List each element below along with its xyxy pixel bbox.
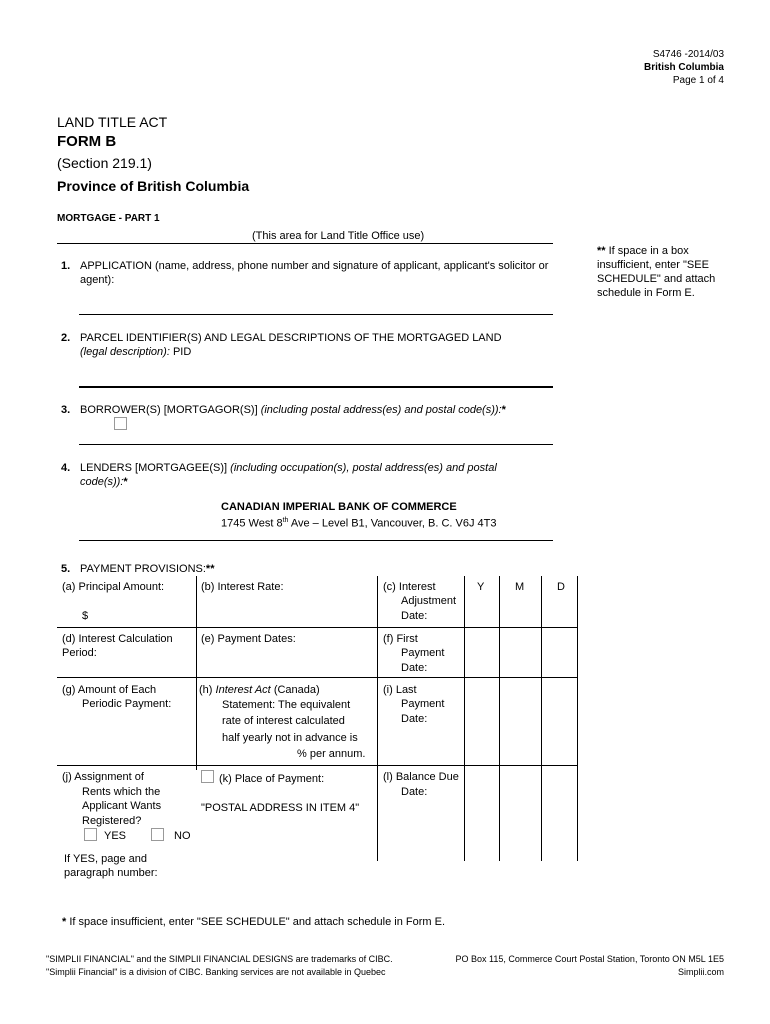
province-title: Province of British Columbia	[57, 178, 250, 194]
item-3-checkbox[interactable]	[114, 417, 127, 430]
no-checkbox[interactable]	[151, 828, 164, 841]
last-payment-label-2: Payment	[401, 698, 445, 710]
lender-address-sup: th	[282, 517, 289, 524]
grid-vline-4	[499, 576, 500, 861]
grid-vline-1	[196, 576, 197, 770]
interest-calc-period-label-2: Period:	[62, 647, 97, 659]
page-paragraph-label-1: If YES, page and	[64, 853, 147, 865]
periodic-payment-label-1: (g) Amount of Each	[62, 684, 157, 696]
item-1-number: 1.	[61, 260, 71, 272]
item-2-label: PARCEL IDENTIFIER(S) AND LEGAL DESCRIPTIONS OF THE MORTGAGED LAND	[80, 332, 502, 344]
month-label: M	[515, 581, 525, 593]
last-payment-label-3: Date:	[401, 713, 428, 725]
balance-due-label-1: (l) Balance Due	[383, 771, 459, 783]
section-title: (Section 219.1)	[57, 155, 152, 171]
item-3-star: *	[501, 404, 506, 416]
interest-rate-label: (b) Interest Rate:	[201, 581, 284, 593]
assignment-rents-label-4: Registered?	[82, 815, 142, 827]
interest-calc-period-label-1: (d) Interest Calculation	[62, 633, 173, 645]
first-payment-label-2: Payment	[401, 647, 445, 659]
item-2-input-line[interactable]	[79, 386, 553, 388]
no-label: NO	[174, 830, 191, 842]
interest-act-pre: (h)	[199, 684, 213, 696]
footnote	[62, 915, 445, 929]
balance-due-label-2: Date:	[401, 786, 428, 798]
periodic-payment-label-2: Periodic Payment:	[82, 698, 172, 710]
item-4-input-line[interactable]	[79, 540, 553, 541]
assignment-rents-label-3: Applicant Wants	[82, 800, 162, 812]
interest-act-line-2: Statement: The equivalent	[222, 699, 351, 711]
footer-division: "Simplii Financial" is a division of CIBC. Banking services are not available in Quebec	[46, 967, 386, 977]
interest-act-post: (Canada)	[273, 684, 320, 696]
last-payment-label-1: (i) Last	[383, 684, 417, 696]
first-payment-label-3: Date:	[401, 662, 428, 674]
item-2-sub	[80, 345, 191, 359]
principal-amount-label: (a) Principal Amount:	[62, 581, 165, 593]
assignment-rents-label-1: (j) Assignment of	[62, 771, 144, 783]
grid-hline-1	[57, 627, 577, 628]
lender-name: CANADIAN IMPERIAL BANK OF COMMERCE	[221, 501, 457, 513]
page-number: Page 1 of 4	[672, 75, 724, 86]
grid-hline-3	[57, 765, 577, 766]
footer-address: PO Box 115, Commerce Court Postal Station, Toronto ON M5L 1E5	[455, 954, 724, 964]
item-4-number: 4.	[61, 462, 71, 474]
office-use-line	[57, 243, 553, 244]
form-title: FORM B	[57, 133, 117, 150]
side-note-stars: **	[597, 245, 606, 257]
item-4-label	[80, 461, 550, 475]
footer-trademark: "SIMPLII FINANCIAL" and the SIMPLII FINANCIAL DESIGNS are trademarks of CIBC.	[46, 954, 393, 964]
item-5-label	[80, 562, 214, 576]
lender-address-pre: 1745 West 8	[221, 517, 283, 530]
item-4-label-line2	[80, 475, 128, 489]
footnote-text: If space insufficient, enter "SEE SCHEDULE" and attach schedule in Form E.	[69, 916, 446, 928]
footer-website[interactable]: Simplii.com	[677, 967, 724, 977]
assignment-rents-label-2: Rents which the	[82, 786, 161, 798]
grid-hline-2	[57, 677, 577, 678]
item-2-sub-italic: (legal description):	[80, 346, 170, 358]
form-code: S4746 -2014/03	[652, 49, 724, 60]
day-label: D	[557, 581, 565, 593]
yes-checkbox[interactable]	[84, 828, 97, 841]
place-of-payment-label: (k) Place of Payment:	[219, 773, 325, 785]
item-5-stars: **	[205, 563, 215, 575]
place-of-payment-checkbox[interactable]	[201, 770, 214, 783]
lender-address	[221, 514, 497, 531]
interest-act-line-3: rate of interest calculated	[222, 715, 345, 727]
interest-act-line-5: % per annum.	[297, 748, 366, 760]
yes-label: YES	[104, 830, 127, 842]
side-note-text: If space in a box insufficient, enter "SEE SCHEDULE" and attach schedule in Form E.	[597, 245, 716, 299]
item-2-pid: PID	[172, 346, 192, 358]
interest-adjustment-label-2: Adjustment	[401, 595, 457, 607]
page-paragraph-label-2: paragraph number:	[64, 867, 158, 879]
part-title: MORTGAGE - PART 1	[57, 213, 160, 224]
item-1-input-line[interactable]	[79, 314, 553, 315]
first-payment-label-1: (f) First	[383, 633, 418, 645]
item-4-star: *	[123, 476, 128, 488]
item-3-input-line[interactable]	[79, 444, 553, 445]
interest-adjustment-label-3: Date:	[401, 610, 428, 622]
item-3-text: BORROWER(S) [MORTGAGOR(S)]	[80, 404, 258, 416]
side-note	[597, 244, 727, 300]
interest-act-line-4: half yearly not in advance is	[222, 732, 358, 744]
lender-address-post: Ave – Level B1, Vancouver, B. C. V6J 4T3	[288, 517, 497, 530]
item-3-italic: (including postal address(es) and postal code(s)):	[260, 404, 502, 416]
item-4-italic-2: code(s)):	[80, 476, 124, 488]
interest-adjustment-label-1: (c) Interest	[383, 581, 436, 593]
item-3-number: 3.	[61, 404, 71, 416]
principal-amount-dollar: $	[82, 610, 89, 622]
grid-vline-3	[464, 576, 465, 861]
interest-act-italic: Interest Act	[215, 684, 271, 696]
item-5-text: PAYMENT PROVISIONS:	[80, 563, 206, 575]
footnote-star: *	[62, 916, 67, 928]
office-use-label: (This area for Land Title Office use)	[252, 230, 425, 242]
item-3-label	[80, 403, 506, 417]
item-4-italic-1: (including occupation(s), postal address(es) and postal	[230, 462, 497, 474]
grid-vline-5	[541, 576, 542, 861]
grid-vline-2	[377, 576, 378, 861]
item-4-text: LENDERS [MORTGAGEE(S)]	[80, 462, 228, 474]
interest-act-label	[199, 683, 320, 697]
item-2-number: 2.	[61, 332, 71, 344]
item-5-number: 5.	[61, 563, 71, 575]
place-of-payment-value: "POSTAL ADDRESS IN ITEM 4"	[201, 802, 360, 814]
item-1-label: APPLICATION (name, address, phone number and signature of applicant, applicant's solicitor or agent):	[80, 260, 549, 286]
payment-dates-label: (e) Payment Dates:	[201, 633, 296, 645]
header-province: British Columbia	[643, 62, 724, 73]
grid-vline-6	[577, 576, 578, 861]
act-title: LAND TITLE ACT	[57, 114, 168, 130]
year-label: Y	[477, 581, 485, 593]
